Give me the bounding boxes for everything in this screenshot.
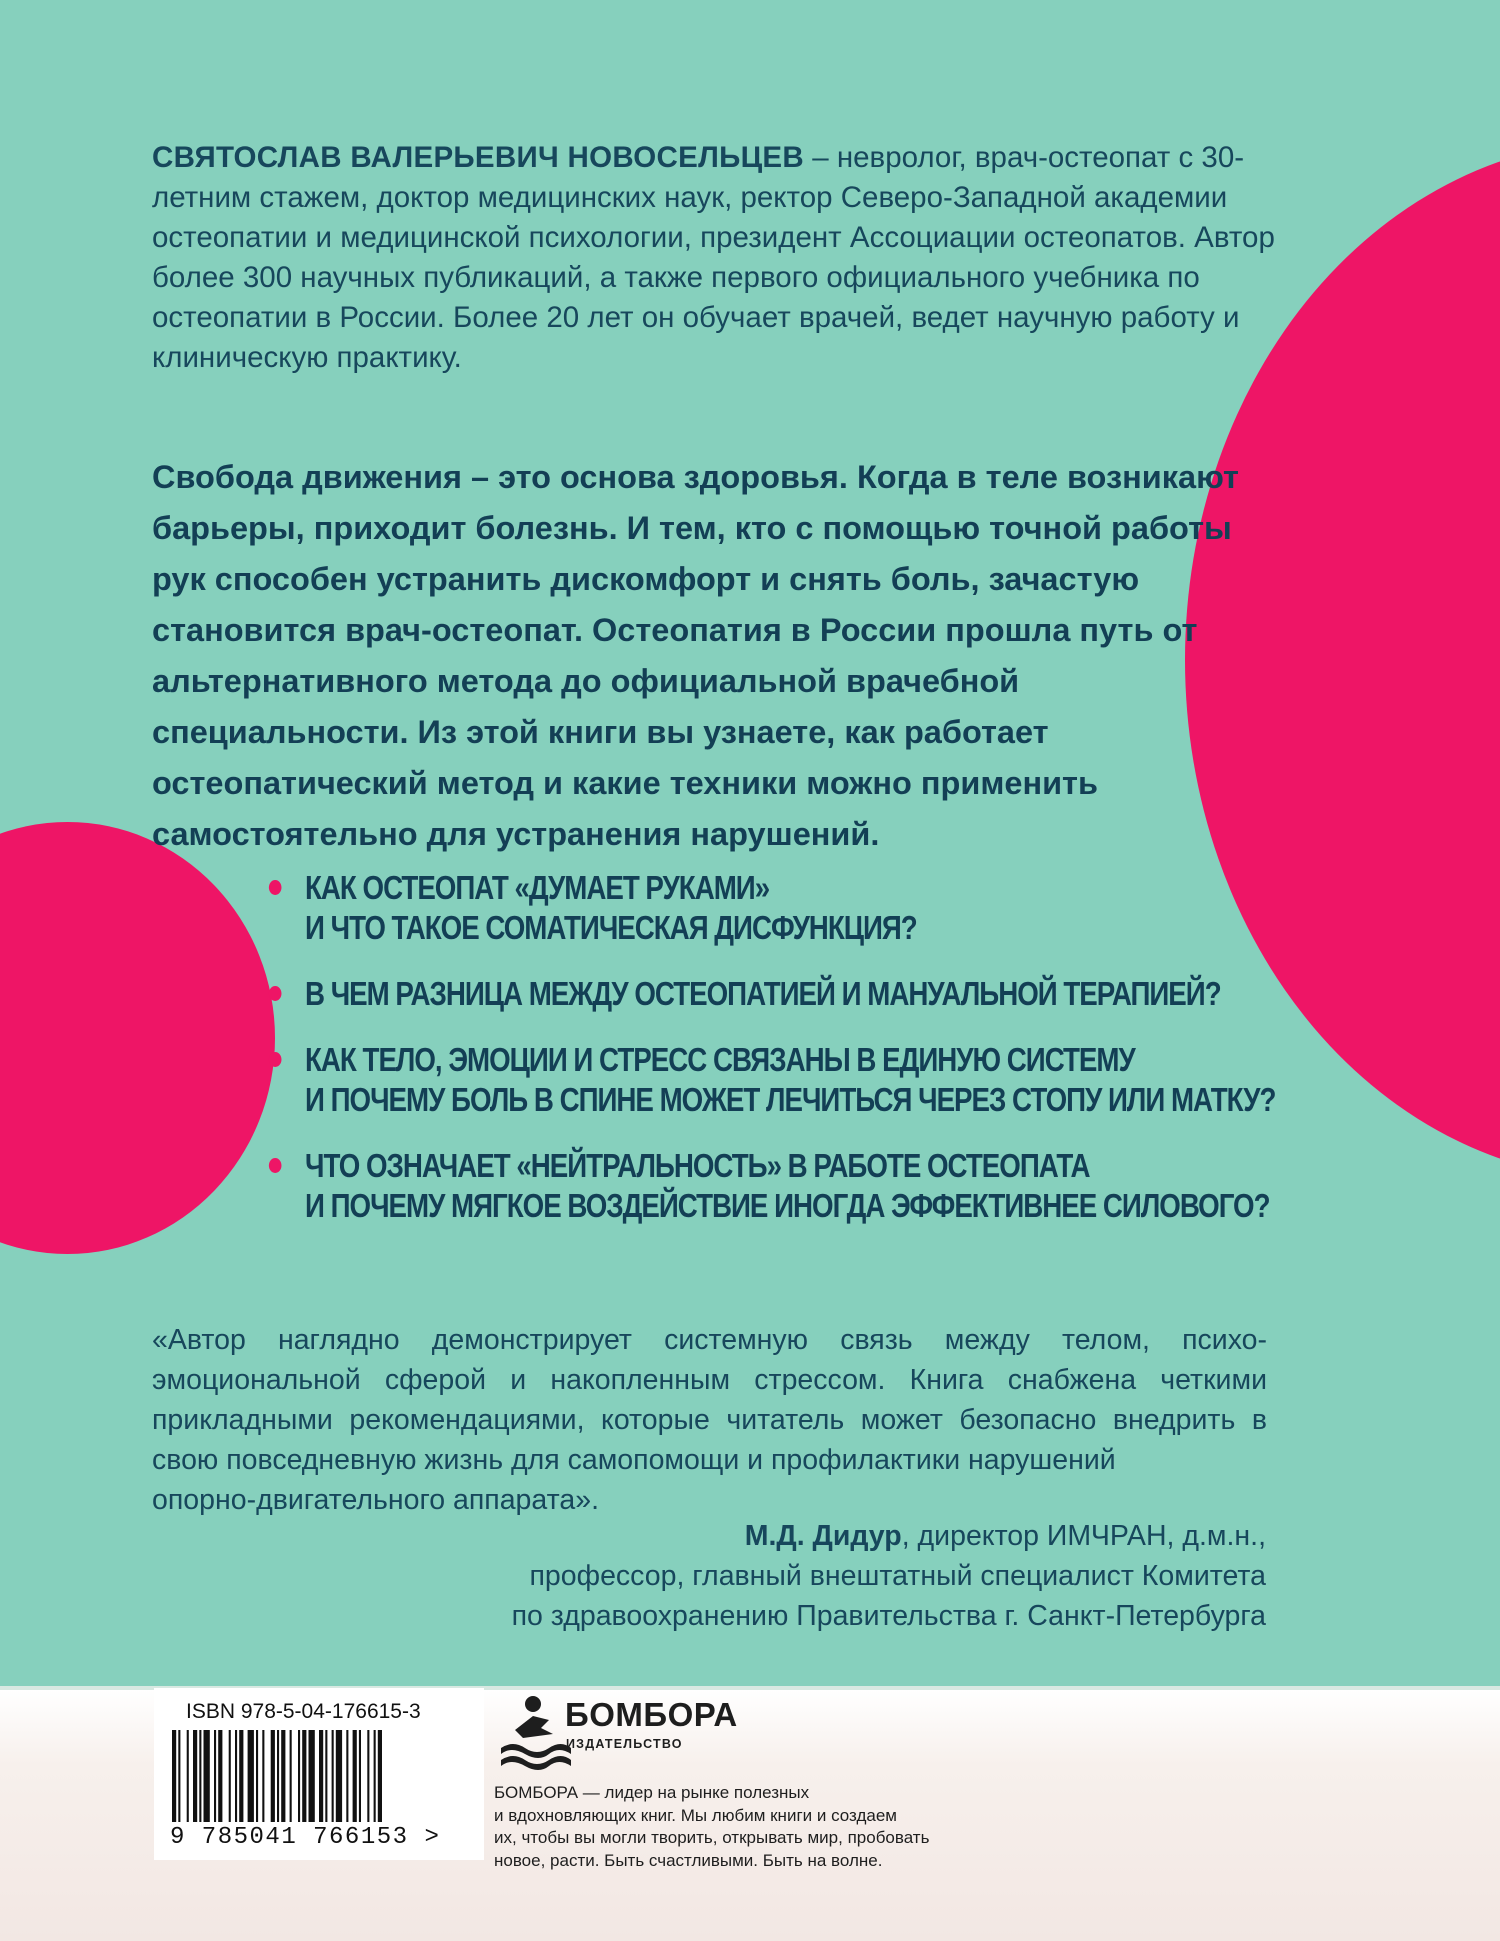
barcode-digits: 9 785041 766153 > [170,1824,441,1851]
question-line: КАК ТЕЛО, ЭМОЦИИ И СТРЕСС СВЯЗАНЫ В ЕДИНУЮ СИСТЕМУ [305,1041,1135,1078]
review-attribution [420,1516,1266,1636]
publisher-logo-icon [493,1690,573,1770]
author-bio [152,138,1282,378]
review-text: «Автор наглядно демонстрирует системную связь между телом, психо-эмоциональной сферой и накопленным стрессом. Книга снабжена четкими прикладными рекомендациями, которые читатель может безопасно внедрить в свою повседневную жизнь для самопомощи и профилактики нарушений [152,1324,1267,1476]
publisher-blurb [494,1782,1014,1872]
book-intro: Свобода движения – это основа здоровья. Когда в теле возникают барьеры, приходит болезнь. И тем, кто с помощью точной работы рук способен устранить дискомфорт и снять боль, зачастую становится врач-остеопат. Остеопатия в России прошла путь от альтернативного метода до официальной врачебной специальности. Из этой книги вы узнаете, как работает остеопатический метод и какие техники можно применить самостоятельно для устранения нарушений. [152,459,1239,852]
publisher-subtitle: ИЗДАТЕЛЬСТВО [566,1737,683,1751]
blurb-line: БОМБОРА — лидер на рынке полезных [494,1783,810,1802]
question-item [305,1146,1270,1226]
bullet-icon [269,986,282,1001]
question-line: И ПОЧЕМУ БОЛЬ В СПИНЕ МОЖЕТ ЛЕЧИТЬСЯ ЧЕРЕЗ СТОПУ ИЛИ МАТКУ? [305,1081,1276,1118]
bullet-icon [269,1052,282,1067]
decorative-circle-left [0,822,275,1254]
author-name: СВЯТОСЛАВ ВАЛЕРЬЕВИЧ НОВОСЕЛЬЦЕВ [152,141,805,174]
question-line: И ПОЧЕМУ МЯГКОЕ ВОЗДЕЙСТВИЕ ИНОГДА ЭФФЕКТИВНЕЕ СИЛОВОГО? [305,1187,1270,1224]
question-item [305,1040,1276,1120]
author-bio-text: – невролог, врач-остеопат с 30-летним стажем, доктор медицинских наук, ректор Северо-Западной академии остеопатии и медицинской психологии, президент Ассоциации остеопатов. Автор более 300 научных публикаций, а также первого официального учебника по остеопатии в России. Более 20 лет он обучает врачей, ведет научную работу и клиническую практику. [152,141,1275,374]
barcode-icon [170,1730,470,1822]
author-title-line: по здравоохранению Правительства г. Санкт-Петербурга [511,1600,1266,1632]
publisher-name: БОМБОРА [565,1696,738,1733]
question-item [305,974,1221,1014]
isbn-label: ISBN 978-5-04-176615-3 [186,1700,421,1723]
question-line: КАК ОСТЕОПАТ «ДУМАЕТ РУКАМИ» [305,869,770,906]
bullet-icon [269,1158,282,1173]
blurb-line: и вдохновляющих книг. Мы любим книги и создаем [494,1805,897,1825]
blurb-line: их, чтобы вы могли творить, открывать мир, пробовать [494,1828,930,1847]
author-title-line: , директор ИМЧРАН, д.м.н., [901,1520,1266,1552]
barcode-block [154,1688,484,1860]
question-item [305,868,1145,948]
question-line: В ЧЕМ РАЗНИЦА МЕЖДУ ОСТЕОПАТИЕЙ И МАНУАЛЬНОЙ ТЕРАПИЕЙ? [305,975,1221,1012]
question-list [305,868,1305,1252]
review-author: М.Д. Дидур [744,1520,902,1552]
blurb-line: новое, расти. Быть счастливыми. Быть на волне. [494,1850,883,1870]
review-quote [152,1320,1267,1520]
question-line: ЧТО ОЗНАЧАЕТ «НЕЙТРАЛЬНОСТЬ» В РАБОТЕ ОСТЕОПАТА [305,1147,1090,1184]
question-line: И ЧТО ТАКОЕ СОМАТИЧЕСКАЯ ДИСФУНКЦИЯ? [305,909,917,946]
bullet-icon [269,880,282,895]
review-text-end: опорно-двигательного аппарата». [152,1484,599,1516]
author-title-line: профессор, главный внештатный специалист Комитета [529,1560,1266,1592]
